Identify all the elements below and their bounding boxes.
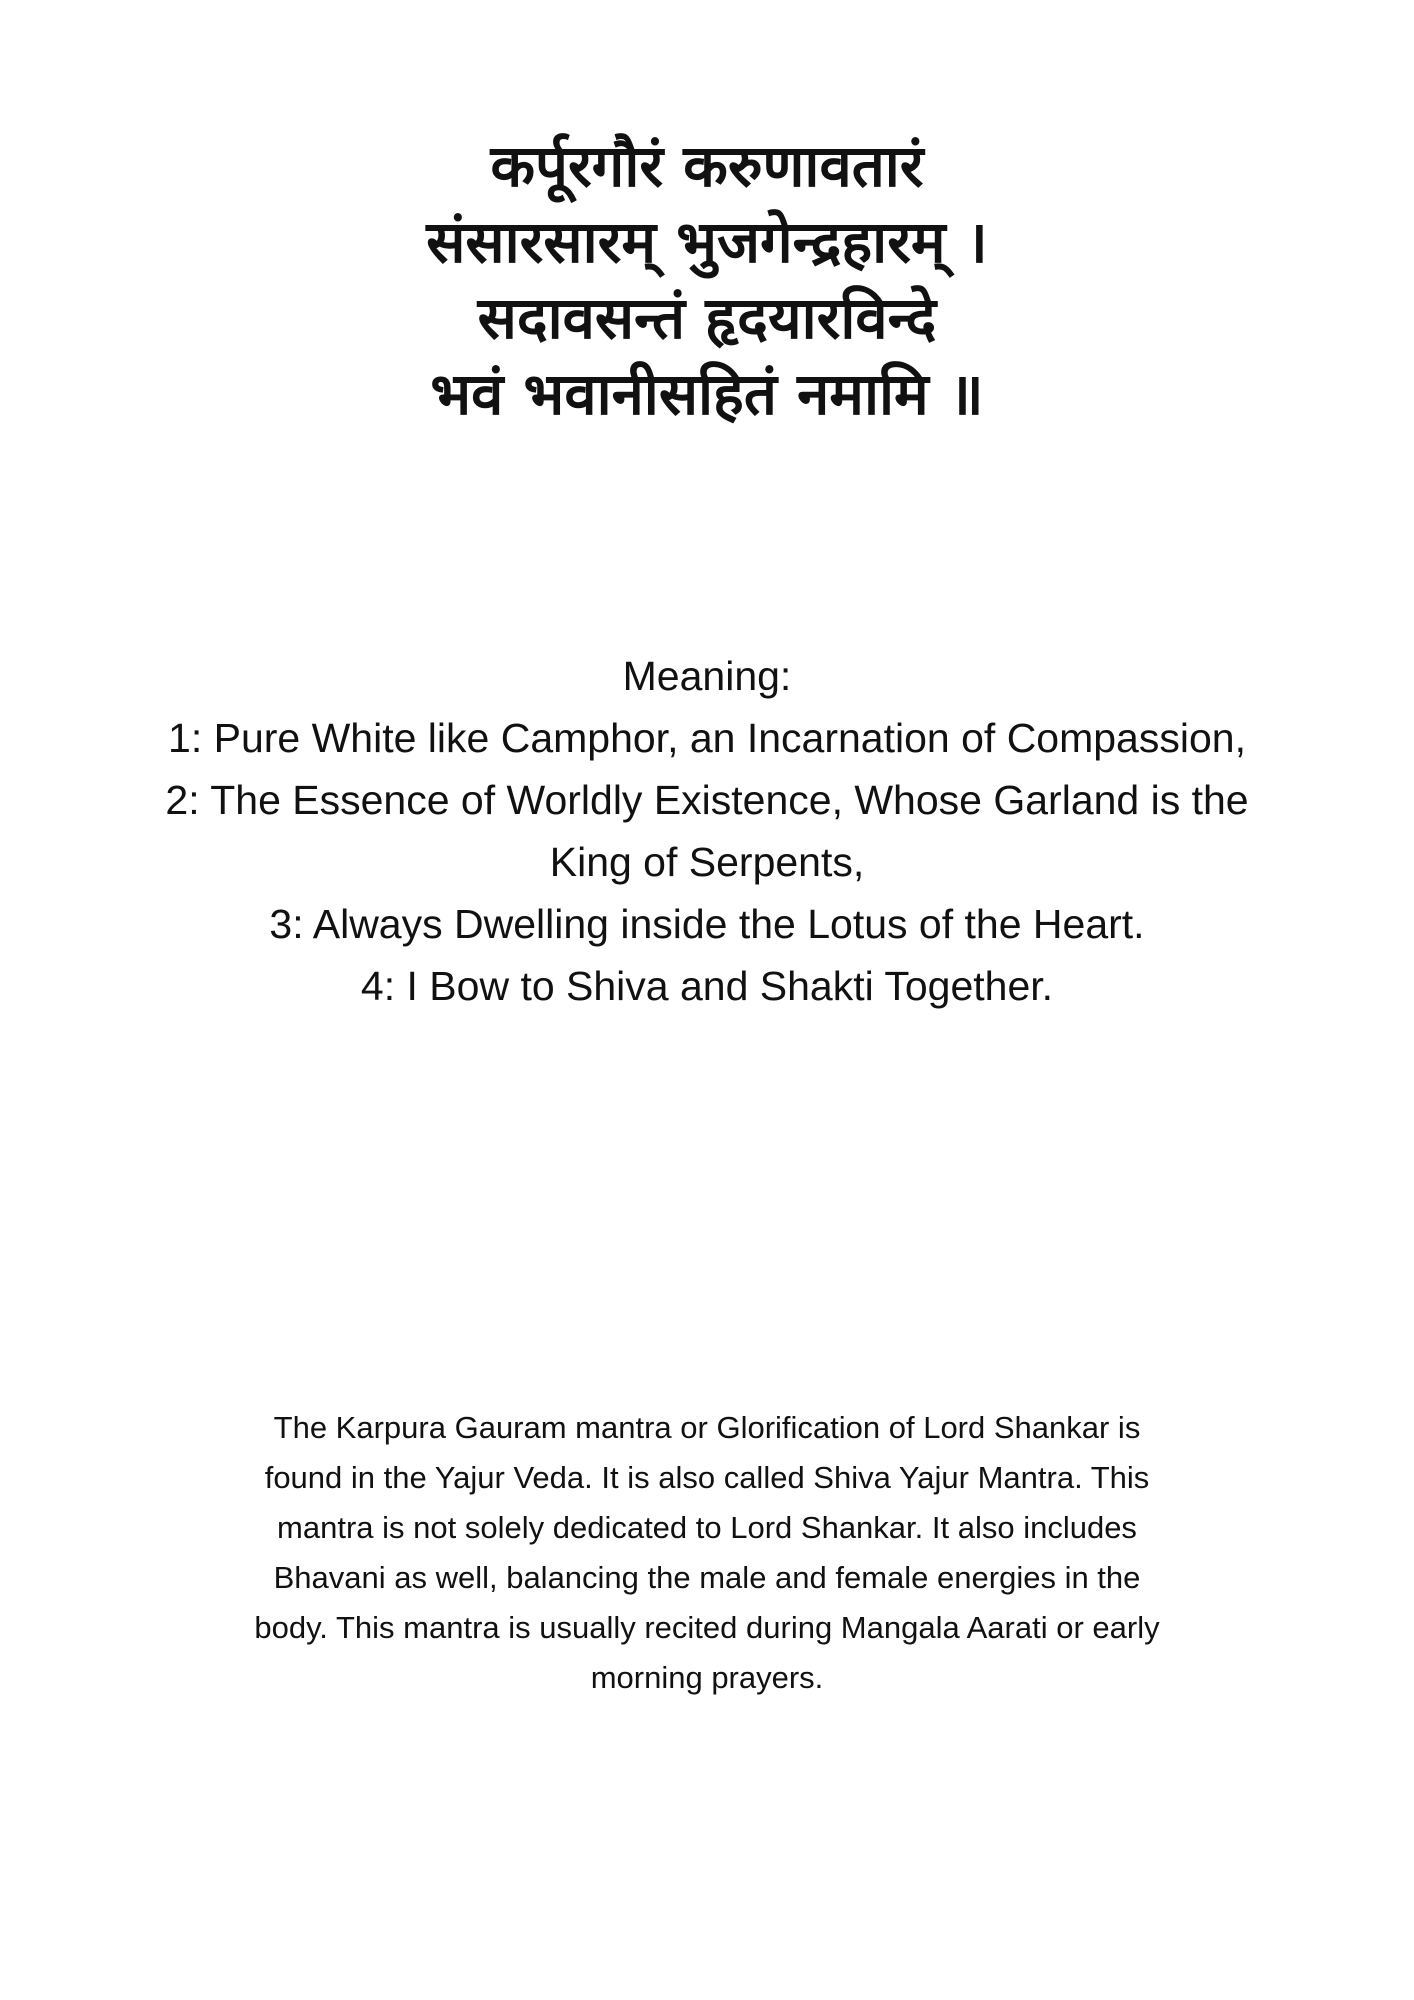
verse-line: भवं भवानीसहितं नमामि ॥: [430, 360, 984, 428]
meaning-item: 4: I Bow to Shiva and Shakti Together.: [360, 963, 1054, 1009]
verse-line: संसारसारम् भुजगेन्द्रहारम् ।: [426, 208, 988, 276]
mantra-description: The Karpura Gauram mantra or Glorification of Lord Shankar is found in the Yajur Veda. It is also called Shiva Yajur Mantra. This mantra is not solely dedicated to Lord Shankar. It also includes Bhavani as well, balancing the male and female energies in the body. This mantra is usually recited during Mangala Aarati or early morning prayers.: [254, 1410, 1160, 1695]
verse-line: सदावसन्तं हृदयारविन्दे: [477, 284, 937, 352]
meaning-item: 3: Always Dwelling inside the Lotus of the Heart.: [269, 901, 1145, 947]
meaning-heading: Meaning:: [622, 653, 792, 699]
meaning-section: [140, 645, 1274, 1017]
meaning-item: 2: The Essence of Worldly Existence, Whose Garland is the King of Serpents,: [165, 777, 1249, 885]
sanskrit-verse: [0, 128, 1414, 432]
verse-line: कर्पूरगौरं करुणावतारं: [490, 132, 924, 200]
meaning-item: 1: Pure White like Camphor, an Incarnation of Compassion,: [168, 715, 1246, 761]
